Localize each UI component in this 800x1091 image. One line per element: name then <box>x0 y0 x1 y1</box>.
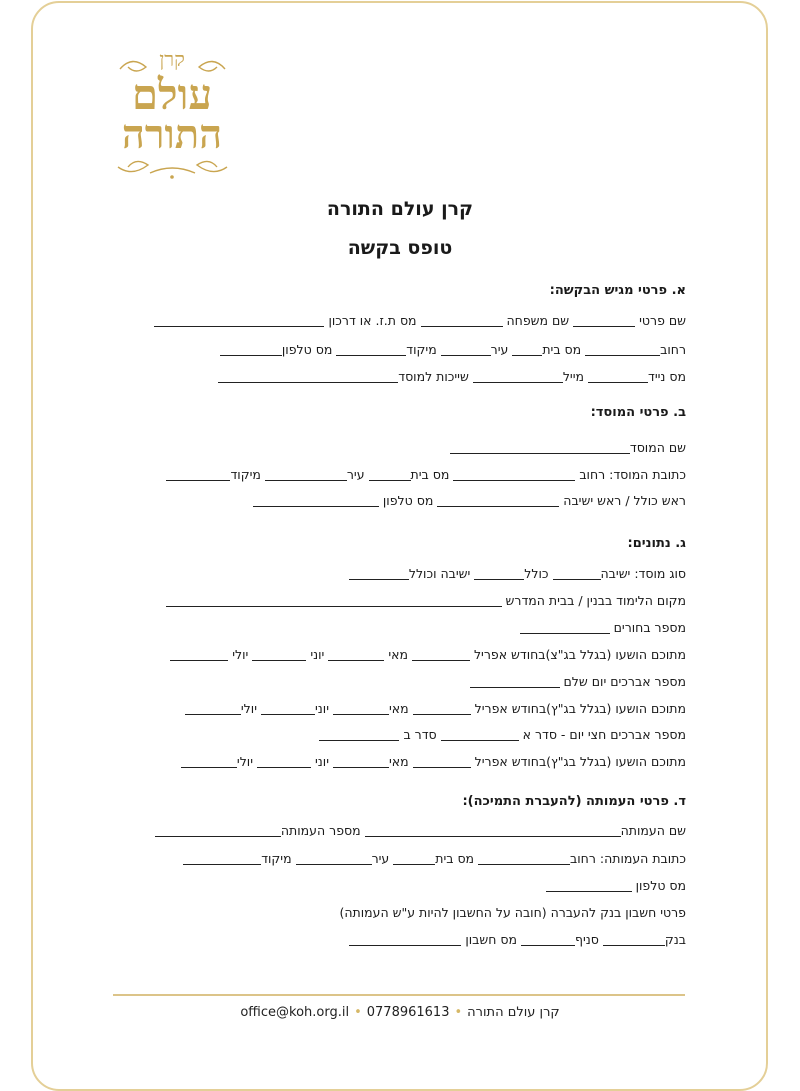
footer-phone: 0778961613 <box>366 1005 450 1020</box>
row-d5 <box>114 932 686 947</box>
field-halfday-seder-b[interactable]: סדר ב <box>319 727 436 742</box>
row-a3 <box>114 369 686 384</box>
footer-divider <box>113 994 685 996</box>
row-c6 <box>114 701 686 716</box>
field-affiliation[interactable]: שייכות למוסד <box>218 369 469 384</box>
section-a-heading: א. פרטי מגיש הבקשה: <box>549 283 686 298</box>
field-email[interactable]: מייל <box>473 369 584 384</box>
bank-instructions: פרטי חשבון בנק להעברה (חובה על החשבון להיות ע"ש העמותה) <box>339 905 686 920</box>
field-num-students[interactable]: מספר בחורים <box>520 620 686 635</box>
row-b3 <box>114 493 686 508</box>
field-house-number[interactable]: מס בית <box>512 342 581 357</box>
field-institution-street[interactable]: כתובת המוסד: רחוב <box>453 467 686 482</box>
field-last-name[interactable]: שם משפחה <box>421 313 570 328</box>
field-institution-name[interactable]: שם המוסד <box>450 440 686 455</box>
row-c8 <box>114 754 686 769</box>
footer-dot: • <box>454 1005 463 1020</box>
field-fullday-avrechim[interactable]: מספר אברכים יום שלם <box>470 674 686 689</box>
field-head-name[interactable]: ראש כולל / ראש ישיבה <box>437 493 686 508</box>
document-title: קרן עולם התורה <box>326 198 474 220</box>
row-d3 <box>114 878 686 893</box>
field-c4-may[interactable]: מאי <box>328 647 408 662</box>
field-head-phone[interactable]: מס טלפון <box>253 493 433 508</box>
field-c8-may[interactable]: מאי <box>333 754 409 769</box>
field-c8-july[interactable]: יולי <box>181 754 253 769</box>
field-phone[interactable]: מס טלפון <box>220 342 332 357</box>
footer-dot: • <box>354 1005 362 1020</box>
field-street[interactable]: רחוב <box>585 342 686 357</box>
logo-word-mid: עולם <box>131 70 213 119</box>
field-amuta-name[interactable]: שם העמותה <box>365 823 686 838</box>
row-d4 <box>114 905 686 920</box>
field-city[interactable]: עיר <box>441 342 509 357</box>
footer-org: קרן עולם התורה <box>467 1005 560 1020</box>
row-c1 <box>114 566 686 581</box>
field-c4-july[interactable]: יולי <box>170 647 248 662</box>
row-c2 <box>114 593 686 608</box>
row-d2 <box>114 851 686 866</box>
row-a2 <box>114 342 686 357</box>
field-amuta-street[interactable]: כתובת העמותה: רחוב <box>478 851 686 866</box>
field-institution-house[interactable]: מס בית <box>369 467 450 482</box>
row-b2 <box>114 467 686 482</box>
logo-word-bottom: התורה <box>121 111 223 158</box>
footer-email[interactable]: office@koh.org.il <box>240 1005 350 1020</box>
section-d-heading: ד. פרטי העמותה (להעברת התמיכה): <box>462 794 686 809</box>
document-subtitle: טופס בקשה <box>347 237 453 259</box>
field-c6-april[interactable]: מתוכם הושעו (בגלל בג"ץ)בחודש אפריל <box>413 701 686 716</box>
field-c8-june[interactable]: יוני <box>257 754 329 769</box>
field-first-name[interactable]: שם פרטי <box>573 313 686 328</box>
field-amuta-number[interactable]: מספר העמותה <box>155 823 361 838</box>
field-c6-june[interactable]: יוני <box>261 701 329 716</box>
footer <box>0 1005 800 1020</box>
field-id-passport[interactable]: מס ת.ז. או דרכון <box>154 313 416 328</box>
field-c6-july[interactable]: יולי <box>185 701 257 716</box>
row-c3 <box>114 620 686 635</box>
field-study-place[interactable]: מקום הלימוד בבנין / בבית המדרש <box>166 593 686 608</box>
field-type-kollel[interactable]: כולל <box>474 566 548 581</box>
field-branch[interactable]: סניף <box>521 932 599 947</box>
field-institution-zip[interactable]: מיקוד <box>166 467 260 482</box>
section-c-heading: ג. נתונים: <box>627 536 686 551</box>
field-c8-april[interactable]: מתוכם הושעו (בגלל בג"ץ)בחודש אפריל <box>413 754 686 769</box>
row-b1 <box>114 440 686 455</box>
field-halfday-seder-a[interactable]: מספר אברכים חצי יום - סדר א <box>441 727 686 742</box>
field-amuta-city[interactable]: עיר <box>296 851 390 866</box>
row-c5 <box>114 674 686 689</box>
row-d1 <box>114 823 686 838</box>
field-c4-june[interactable]: יוני <box>252 647 324 662</box>
logo-word-top: קרן <box>159 47 185 71</box>
field-institution-city[interactable]: עיר <box>265 467 365 482</box>
field-amuta-phone[interactable]: מס טלפון <box>546 878 686 893</box>
koh-logo <box>110 45 235 180</box>
section-b-heading: ב. פרטי המוסד: <box>590 405 686 420</box>
field-amuta-house[interactable]: מס בית <box>393 851 474 866</box>
field-zip[interactable]: מיקוד <box>336 342 436 357</box>
field-c4-april[interactable]: מתוכם הושעו (בגלל בג"צ)בחודש אפריל <box>412 647 686 662</box>
row-a1 <box>114 313 686 328</box>
field-mobile[interactable]: מס נייד <box>588 369 686 384</box>
field-type-yeshiva[interactable]: סוג מוסד: ישיבה <box>553 566 687 581</box>
row-c4 <box>114 647 686 662</box>
field-amuta-zip[interactable]: מיקוד <box>183 851 291 866</box>
field-type-both[interactable]: ישיבה וכולל <box>349 566 470 581</box>
field-c6-may[interactable]: מאי <box>333 701 409 716</box>
field-account-number[interactable]: מס חשבון <box>349 932 517 947</box>
field-bank[interactable]: בנק <box>603 932 686 947</box>
row-c7 <box>114 727 686 742</box>
